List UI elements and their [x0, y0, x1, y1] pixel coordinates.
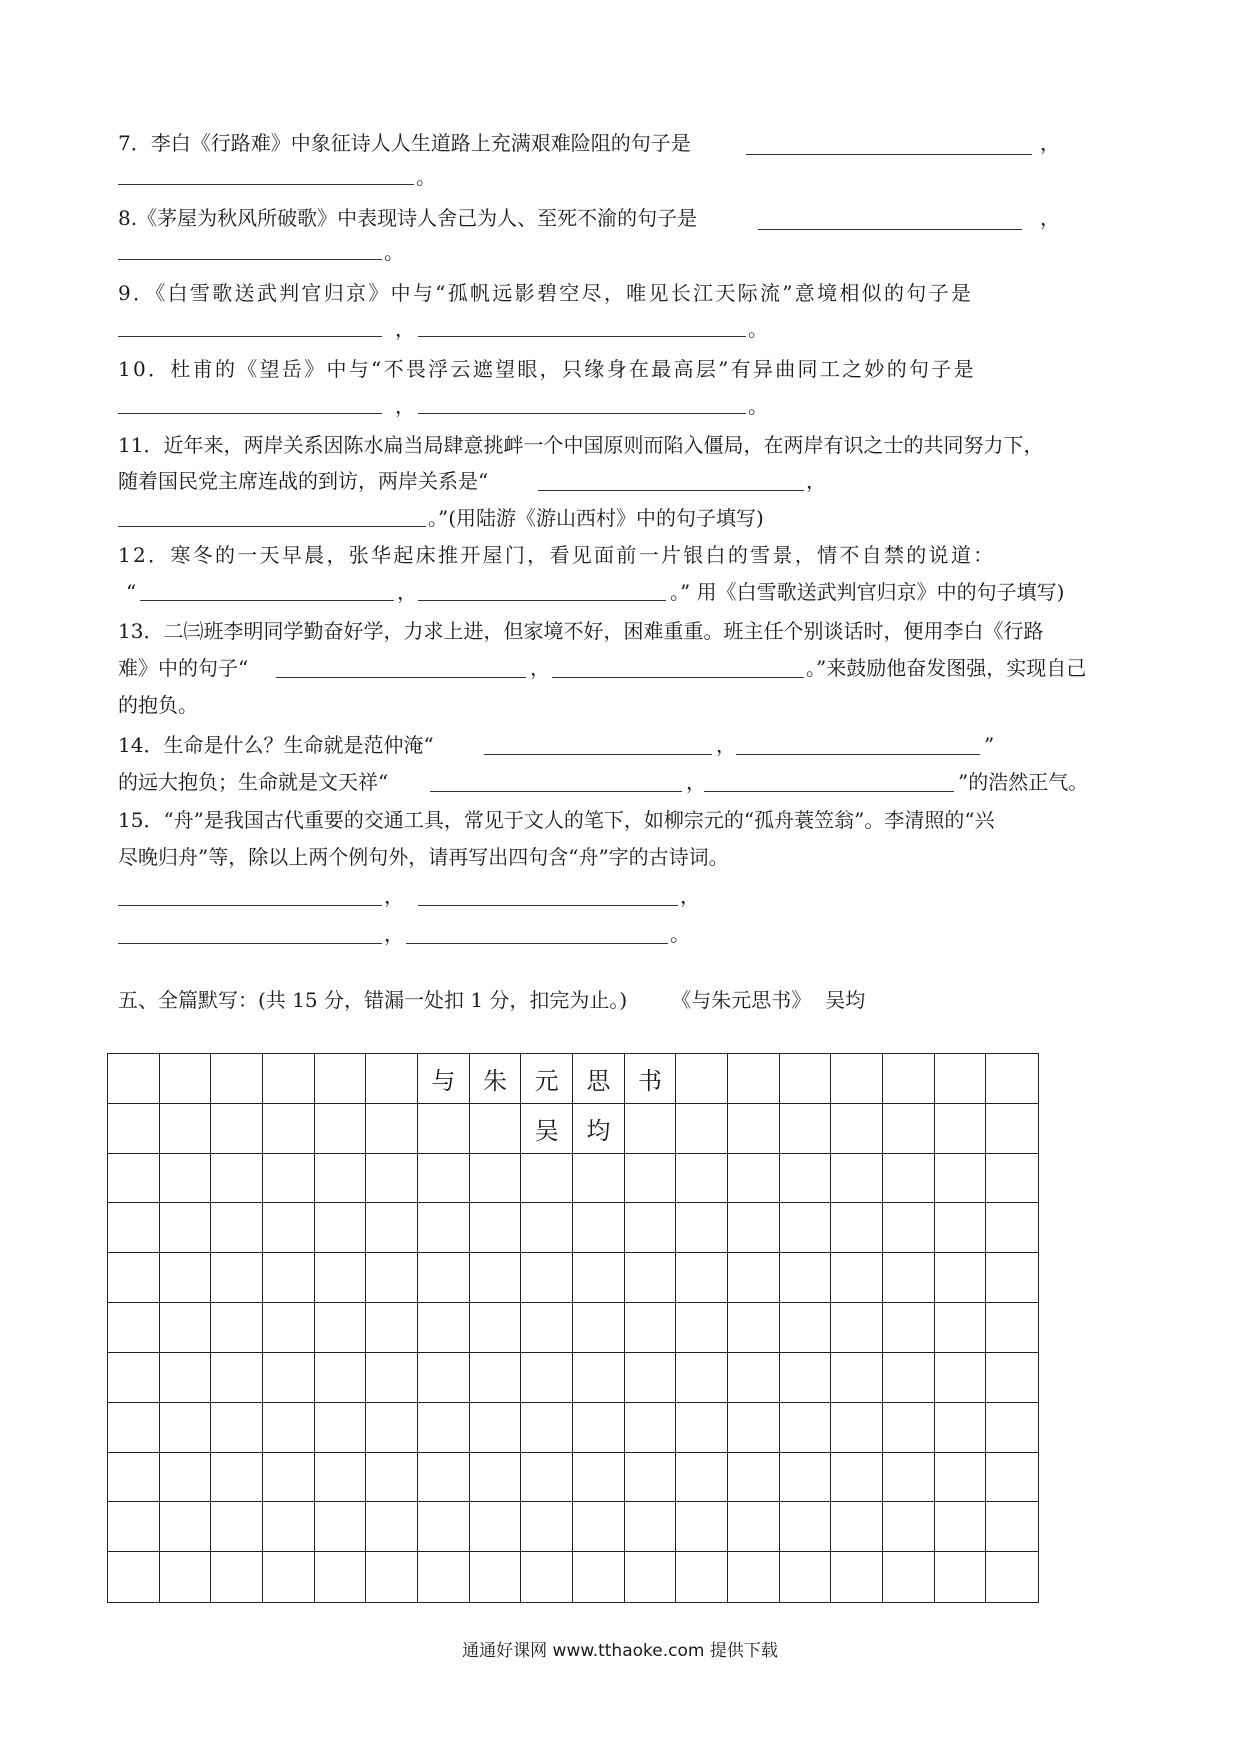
grid-cell[interactable] — [470, 1453, 522, 1503]
grid-cell[interactable] — [625, 1303, 677, 1353]
grid-cell[interactable] — [780, 1253, 832, 1303]
grid-cell[interactable] — [160, 1453, 212, 1503]
q10-blank-1[interactable] — [118, 413, 382, 414]
q13-blank-1[interactable] — [276, 677, 526, 678]
q11-prompt-line1: 11．近年来，两岸关系因陈水扁当局肆意挑衅一个中国原则而陷入僵局，在两岸有识之士的共同努力下， — [118, 433, 1044, 457]
grid-cell[interactable] — [108, 1104, 160, 1154]
grid-cell[interactable] — [418, 1104, 470, 1154]
grid-cell[interactable] — [315, 1403, 367, 1453]
grid-cell[interactable] — [625, 1552, 677, 1602]
q11-blank-1[interactable] — [538, 490, 804, 491]
grid-cell[interactable] — [160, 1203, 212, 1253]
grid-cell[interactable] — [160, 1303, 212, 1353]
grid-cell[interactable] — [108, 1502, 160, 1552]
grid-cell[interactable] — [263, 1453, 315, 1503]
q15-comma-1: ， — [384, 884, 404, 908]
grid-cell[interactable] — [263, 1403, 315, 1453]
grid-cell[interactable] — [211, 1502, 263, 1552]
grid-cell[interactable] — [108, 1303, 160, 1353]
q13-line2-start: 难》中的句子“ — [118, 656, 249, 680]
grid-cell[interactable] — [263, 1203, 315, 1253]
grid-cell[interactable] — [470, 1154, 522, 1204]
grid-cell[interactable] — [573, 1303, 625, 1353]
grid-cell[interactable] — [676, 1403, 728, 1453]
grid-cell[interactable] — [883, 1203, 935, 1253]
grid-cell[interactable] — [831, 1203, 883, 1253]
grid-cell[interactable] — [366, 1303, 418, 1353]
grid-cell[interactable] — [883, 1403, 935, 1453]
grid-cell[interactable] — [625, 1403, 677, 1453]
section5-work-title: 《与朱元思书》 — [671, 988, 812, 1012]
q13-comma: ， — [530, 656, 550, 680]
grid-cell[interactable] — [728, 1104, 780, 1154]
q15-blank-2[interactable] — [418, 905, 678, 906]
grid-cell[interactable] — [728, 1303, 780, 1353]
grid-cell[interactable] — [831, 1353, 883, 1403]
grid-cell[interactable] — [211, 1453, 263, 1503]
grid-cell[interactable] — [263, 1552, 315, 1602]
grid-cell[interactable] — [935, 1253, 987, 1303]
grid-cell[interactable] — [625, 1104, 677, 1154]
grid-cell[interactable] — [780, 1353, 832, 1403]
grid-cell[interactable] — [108, 1552, 160, 1602]
grid-cell[interactable] — [160, 1104, 212, 1154]
q14-line2-start: 的远大抱负；生命就是文天祥“ — [118, 770, 389, 794]
q14-blank-2[interactable] — [736, 754, 980, 755]
grid-cell[interactable] — [780, 1502, 832, 1552]
q15-blank-4[interactable] — [406, 943, 668, 944]
q12-prompt: 12．寒冬的一天早晨，张华起床推开屋门，看见面前一片银白的雪景，情不自禁的说道： — [118, 543, 996, 567]
grid-cell[interactable] — [470, 1104, 522, 1154]
q14-comma-2: ， — [686, 770, 706, 794]
grid-cell[interactable] — [728, 1403, 780, 1453]
grid-cell[interactable] — [366, 1104, 418, 1154]
grid-cell[interactable] — [573, 1353, 625, 1403]
grid-cell[interactable] — [728, 1353, 780, 1403]
grid-cell[interactable] — [573, 1154, 625, 1204]
grid-cell[interactable] — [780, 1303, 832, 1353]
grid-cell[interactable] — [418, 1552, 470, 1602]
grid-cell[interactable] — [780, 1453, 832, 1503]
grid-cell[interactable] — [883, 1054, 935, 1104]
grid-cell[interactable] — [263, 1154, 315, 1204]
grid-cell[interactable] — [986, 1253, 1038, 1303]
grid-cell[interactable] — [108, 1453, 160, 1503]
grid-cell[interactable] — [831, 1552, 883, 1602]
grid-cell[interactable] — [625, 1453, 677, 1503]
grid-cell[interactable] — [108, 1203, 160, 1253]
grid-cell[interactable] — [935, 1203, 987, 1253]
q8-prompt: 8.《茅屋为秋风所破歌》中表现诗人舍己为人、至死不渝的句子是 — [118, 206, 698, 230]
grid-cell[interactable] — [728, 1203, 780, 1253]
grid-cell[interactable] — [315, 1353, 367, 1403]
grid-cell[interactable] — [315, 1203, 367, 1253]
grid-cell[interactable] — [986, 1303, 1038, 1353]
grid-cell[interactable] — [211, 1104, 263, 1154]
grid-cell[interactable] — [315, 1253, 367, 1303]
grid-cell[interactable] — [831, 1453, 883, 1503]
grid-cell[interactable] — [263, 1353, 315, 1403]
q14-blank-4[interactable] — [704, 791, 954, 792]
grid-cell[interactable] — [883, 1552, 935, 1602]
grid-cell[interactable] — [315, 1552, 367, 1602]
q15-end: 。 — [670, 922, 690, 946]
grid-cell[interactable] — [160, 1154, 212, 1204]
grid-cell-filled[interactable]: 吴 — [521, 1104, 573, 1154]
q9-prompt: 9．《白雪歌送武判官归京》中与“孤帆远影碧空尽，唯见长江天际流”意境相似的句子是 — [118, 281, 974, 305]
grid-cell[interactable] — [418, 1453, 470, 1503]
grid-cell[interactable] — [366, 1203, 418, 1253]
grid-cell[interactable] — [728, 1502, 780, 1552]
q10-blank-2[interactable] — [418, 413, 746, 414]
grid-cell[interactable] — [780, 1552, 832, 1602]
grid-cell[interactable] — [315, 1154, 367, 1204]
q10-prompt: 10．杜甫的《望岳》中与“不畏浮云遮望眼，只缘身在最高层”有异曲同工之妙的句子是 — [118, 357, 976, 381]
q10-end: 。 — [748, 394, 768, 418]
grid-cell[interactable] — [780, 1403, 832, 1453]
grid-cell[interactable] — [780, 1203, 832, 1253]
grid-cell[interactable] — [470, 1203, 522, 1253]
grid-cell[interactable] — [831, 1253, 883, 1303]
grid-cell[interactable] — [831, 1502, 883, 1552]
q15-comma-3: ， — [384, 922, 404, 946]
grid-cell[interactable] — [625, 1203, 677, 1253]
grid-cell[interactable] — [211, 1054, 263, 1104]
grid-cell[interactable] — [676, 1453, 728, 1503]
q9-comma: ， — [395, 317, 415, 341]
grid-cell-filled[interactable]: 朱 — [470, 1054, 522, 1104]
grid-cell[interactable] — [108, 1353, 160, 1403]
grid-cell[interactable] — [986, 1154, 1038, 1204]
q14-comma-1: ， — [716, 733, 736, 757]
grid-cell-filled[interactable]: 书 — [625, 1054, 677, 1104]
grid-cell[interactable] — [986, 1353, 1038, 1403]
grid-cell[interactable] — [676, 1502, 728, 1552]
q14-blank-1[interactable] — [484, 754, 712, 755]
grid-cell[interactable] — [211, 1403, 263, 1453]
grid-cell[interactable] — [573, 1403, 625, 1453]
grid-cell[interactable] — [625, 1154, 677, 1204]
grid-cell[interactable] — [986, 1453, 1038, 1503]
grid-cell[interactable] — [573, 1253, 625, 1303]
grid-cell[interactable] — [470, 1303, 522, 1353]
q13-prompt-line1: 13．二㈢班李明同学勤奋好学，力求上进，但家境不好，困难重重。班主任个别谈话时，便用李白《行路 — [118, 619, 1044, 643]
grid-cell[interactable] — [160, 1353, 212, 1403]
grid-cell[interactable] — [521, 1253, 573, 1303]
grid-cell[interactable] — [986, 1054, 1038, 1104]
section5-instructions: 五、全篇默写：(共 15 分，错漏一处扣 1 分，扣完为止。) — [118, 988, 628, 1012]
q8-end: 。 — [384, 240, 404, 264]
q14-prompt: 14．生命是什么？生命就是范仲淹“ — [118, 733, 434, 757]
q8-blank-1[interactable] — [758, 229, 1022, 230]
q15-blank-3[interactable] — [118, 943, 382, 944]
grid-cell[interactable] — [521, 1154, 573, 1204]
grid-cell[interactable] — [315, 1502, 367, 1552]
q7-prompt: 7．李白《行路难》中象征诗人人生道路上充满艰难险阻的句子是 — [118, 131, 691, 155]
grid-cell[interactable] — [625, 1353, 677, 1403]
grid-cell[interactable] — [883, 1104, 935, 1154]
writing-grid[interactable] — [107, 1053, 1039, 1603]
grid-cell[interactable] — [986, 1203, 1038, 1253]
grid-cell[interactable] — [676, 1104, 728, 1154]
grid-cell[interactable] — [986, 1403, 1038, 1453]
grid-cell[interactable] — [108, 1403, 160, 1453]
grid-cell[interactable] — [986, 1502, 1038, 1552]
grid-cell[interactable] — [625, 1502, 677, 1552]
grid-cell[interactable] — [780, 1104, 832, 1154]
q14-blank-3[interactable] — [430, 791, 682, 792]
grid-cell[interactable] — [470, 1353, 522, 1403]
grid-cell[interactable] — [573, 1203, 625, 1253]
q15-prompt-line2: 尽晚归舟”等，除以上两个例句外，请再写出四句含“舟”字的古诗词。 — [118, 845, 729, 869]
grid-cell[interactable] — [211, 1552, 263, 1602]
q9-blank-1[interactable] — [118, 336, 382, 337]
q10-comma: ， — [395, 394, 415, 418]
grid-cell[interactable] — [935, 1453, 987, 1503]
q15-comma-2: ， — [680, 884, 700, 908]
grid-cell[interactable] — [418, 1203, 470, 1253]
grid-cell[interactable] — [211, 1253, 263, 1303]
grid-cell[interactable] — [831, 1104, 883, 1154]
grid-cell[interactable] — [728, 1453, 780, 1503]
q7-blank-2[interactable] — [118, 184, 414, 185]
q14-close-quote: ” — [984, 733, 995, 757]
page-footer: 通通好课网 www.tthaoke.com 提供下载 — [462, 1641, 778, 1661]
grid-cell[interactable] — [521, 1303, 573, 1353]
grid-cell[interactable] — [883, 1453, 935, 1503]
grid-cell-filled[interactable]: 元 — [521, 1054, 573, 1104]
grid-cell[interactable] — [780, 1054, 832, 1104]
q12-blank-2[interactable] — [418, 600, 666, 601]
q7-end: 。 — [416, 165, 436, 189]
q11-prompt-line2: 随着国民党主席连战的到访，两岸关系是“ — [118, 469, 489, 493]
grid-cell[interactable] — [470, 1403, 522, 1453]
grid-cell[interactable] — [315, 1453, 367, 1503]
q7-comma: ， — [1040, 131, 1060, 155]
q7-blank-1[interactable] — [746, 154, 1032, 155]
q12-blank-1[interactable] — [140, 600, 394, 601]
grid-cell[interactable] — [366, 1403, 418, 1453]
q12-comma: ， — [397, 580, 417, 604]
grid-cell[interactable] — [625, 1253, 677, 1303]
grid-cell[interactable] — [935, 1303, 987, 1353]
grid-cell[interactable] — [883, 1154, 935, 1204]
grid-cell[interactable] — [573, 1502, 625, 1552]
q15-blank-1[interactable] — [118, 905, 382, 906]
grid-cell[interactable] — [211, 1303, 263, 1353]
grid-cell[interactable] — [263, 1104, 315, 1154]
grid-cell[interactable] — [728, 1154, 780, 1204]
grid-cell[interactable] — [935, 1104, 987, 1154]
grid-cell[interactable] — [160, 1403, 212, 1453]
grid-cell[interactable] — [935, 1154, 987, 1204]
grid-cell[interactable] — [418, 1253, 470, 1303]
grid-cell[interactable] — [986, 1552, 1038, 1602]
grid-cell[interactable] — [366, 1453, 418, 1503]
section5-author: 吴均 — [825, 988, 866, 1012]
grid-cell[interactable] — [315, 1104, 367, 1154]
grid-cell[interactable] — [470, 1253, 522, 1303]
grid-cell[interactable] — [211, 1154, 263, 1204]
grid-cell[interactable] — [831, 1303, 883, 1353]
grid-cell[interactable] — [470, 1552, 522, 1602]
grid-cell[interactable] — [263, 1502, 315, 1552]
grid-cell-filled[interactable]: 与 — [418, 1054, 470, 1104]
grid-cell[interactable] — [418, 1154, 470, 1204]
grid-cell[interactable] — [935, 1054, 987, 1104]
section5-heading — [118, 985, 865, 1015]
grid-cell[interactable] — [728, 1253, 780, 1303]
grid-cell[interactable] — [160, 1054, 212, 1104]
grid-cell[interactable] — [573, 1453, 625, 1503]
grid-cell[interactable] — [676, 1203, 728, 1253]
grid-cell[interactable] — [883, 1303, 935, 1353]
grid-cell[interactable] — [935, 1353, 987, 1403]
q11-blank-2[interactable] — [118, 526, 426, 527]
grid-cell[interactable] — [676, 1552, 728, 1602]
grid-cell[interactable] — [160, 1253, 212, 1303]
grid-cell[interactable] — [366, 1253, 418, 1303]
grid-cell[interactable] — [935, 1502, 987, 1552]
grid-cell[interactable] — [366, 1054, 418, 1104]
grid-cell[interactable] — [883, 1253, 935, 1303]
grid-cell[interactable] — [418, 1353, 470, 1403]
grid-cell[interactable] — [418, 1303, 470, 1353]
grid-cell[interactable] — [263, 1253, 315, 1303]
grid-cell[interactable] — [521, 1203, 573, 1253]
grid-cell[interactable] — [935, 1552, 987, 1602]
q15-prompt-line1: 15．“舟”是我国古代重要的交通工具，常见于文人的笔下，如柳宗元的“孤舟蓑笠翁”。李清照的“兴 — [118, 808, 995, 832]
grid-cell[interactable] — [831, 1054, 883, 1104]
q12-end: 。” 用《白雪歌送武判官归京》中的句子填写) — [670, 580, 1065, 604]
grid-cell[interactable] — [883, 1353, 935, 1403]
grid-cell[interactable] — [521, 1353, 573, 1403]
grid-cell[interactable] — [470, 1502, 522, 1552]
grid-cell[interactable] — [211, 1353, 263, 1403]
grid-cell[interactable] — [676, 1054, 728, 1104]
grid-cell[interactable] — [573, 1552, 625, 1602]
q11-line3-end: 。”(用陆游《游山西村》中的句子填写) — [428, 506, 764, 530]
grid-cell[interactable] — [366, 1502, 418, 1552]
grid-cell[interactable] — [986, 1104, 1038, 1154]
grid-cell[interactable] — [108, 1054, 160, 1104]
grid-cell[interactable] — [521, 1502, 573, 1552]
q13-line3: 的抱负。 — [118, 693, 198, 717]
grid-cell[interactable] — [676, 1154, 728, 1204]
q9-blank-2[interactable] — [418, 336, 746, 337]
grid-cell[interactable] — [883, 1502, 935, 1552]
grid-cell[interactable] — [521, 1403, 573, 1453]
grid-cell[interactable] — [676, 1253, 728, 1303]
grid-cell[interactable] — [728, 1054, 780, 1104]
q9-end: 。 — [748, 317, 768, 341]
grid-cell[interactable] — [935, 1403, 987, 1453]
q11-comma: ， — [806, 469, 826, 493]
grid-cell[interactable] — [676, 1303, 728, 1353]
grid-cell[interactable] — [108, 1253, 160, 1303]
grid-cell[interactable] — [211, 1203, 263, 1253]
grid-cell[interactable] — [728, 1552, 780, 1602]
grid-cell[interactable] — [108, 1154, 160, 1204]
q13-blank-2[interactable] — [552, 677, 804, 678]
grid-cell[interactable] — [831, 1403, 883, 1453]
grid-cell[interactable] — [521, 1552, 573, 1602]
grid-cell[interactable] — [780, 1154, 832, 1204]
grid-cell[interactable] — [521, 1453, 573, 1503]
grid-cell[interactable] — [263, 1054, 315, 1104]
q8-blank-2[interactable] — [118, 259, 382, 260]
grid-cell[interactable] — [831, 1154, 883, 1204]
grid-cell[interactable] — [418, 1502, 470, 1552]
grid-cell[interactable] — [366, 1552, 418, 1602]
q12-open-quote: “ — [126, 580, 137, 604]
grid-cell[interactable] — [366, 1154, 418, 1204]
grid-cell[interactable] — [418, 1403, 470, 1453]
grid-cell[interactable] — [366, 1353, 418, 1403]
grid-cell-filled[interactable]: 均 — [573, 1104, 625, 1154]
q14-line2-end: ”的浩然正气。 — [958, 770, 1089, 794]
grid-cell[interactable] — [676, 1353, 728, 1403]
grid-cell[interactable] — [263, 1303, 315, 1353]
grid-cell[interactable] — [315, 1054, 367, 1104]
grid-cell[interactable] — [160, 1552, 212, 1602]
q13-line2-end: 。”来鼓励他奋发图强，实现自己 — [806, 656, 1087, 680]
grid-cell[interactable] — [160, 1502, 212, 1552]
q8-comma: ， — [1040, 206, 1060, 230]
grid-cell-filled[interactable]: 思 — [573, 1054, 625, 1104]
grid-cell[interactable] — [315, 1303, 367, 1353]
